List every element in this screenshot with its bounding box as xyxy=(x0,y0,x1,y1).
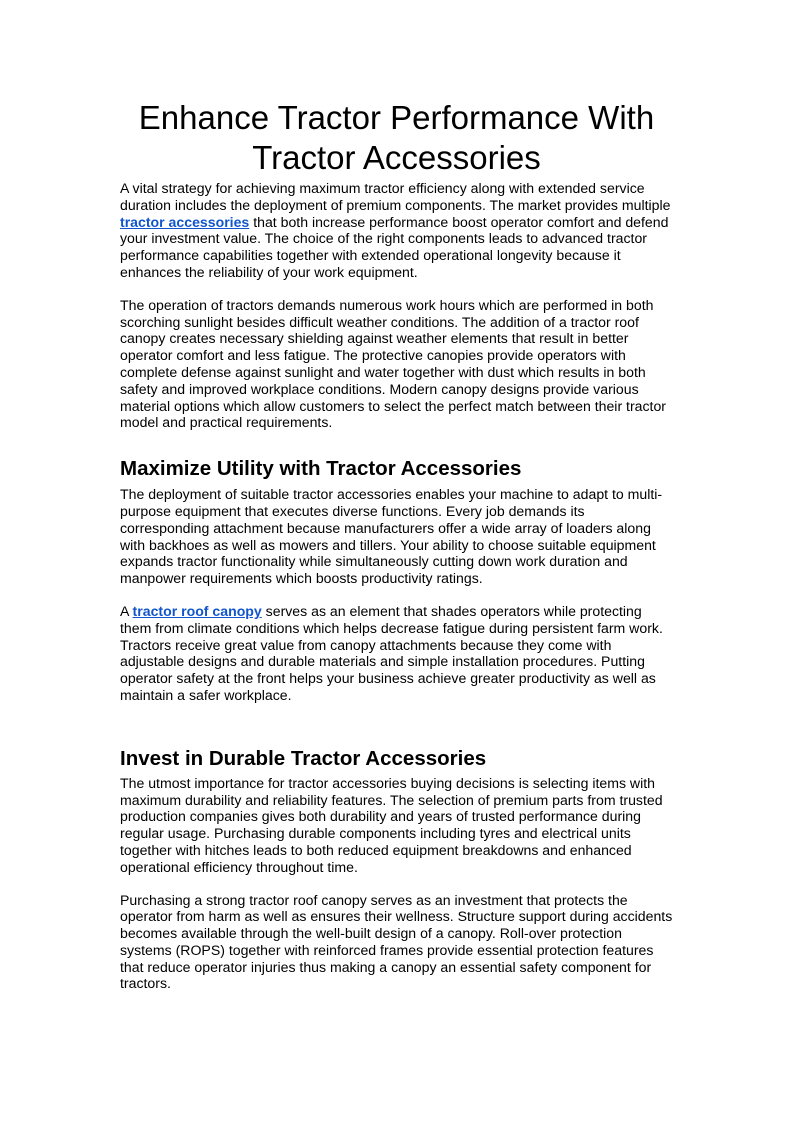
utility-p2-text-after-link: serves as an element that shades operators while protecting them from climate conditions which helps decrease fatigue during persistent farm work. Tractors receive great value from canopy attachments because they come with adjustable designs and durable materials and simple installation procedures. Putting operator safety at the front helps your business achieve greater productivity as well as maintain a safer workplace. xyxy=(120,602,663,703)
tractor-accessories-link[interactable]: tractor accessories xyxy=(120,213,250,230)
invest-section-heading: Invest in Durable Tractor Accessories xyxy=(120,746,487,770)
utility-paragraph-2 xyxy=(120,603,673,704)
intro-text-before-link: A vital strategy for achieving maximum tractor efficiency along with extended service duration includes the deployment of premium components. The market provides multiple xyxy=(120,180,671,213)
invest-paragraph-1: The utmost importance for tractor accessories buying decisions is selecting items with maximum durability and reliability features. The selection of premium parts from trusted production companies gives both durability and years of trusted performance during regular usage. Purchasing durable components including tyres and electrical units together with hitches leads to both reduced equipment breakdowns and enhanced operational efficiency throughout time. xyxy=(120,774,663,875)
canopy-paragraph: The operation of tractors demands numerous work hours which are performed in both scorching sunlight besides difficult weather conditions. The addition of a tractor roof canopy creates necessary shielding against weather elements that result in better operator comfort and less fatigue. The protective canopies provide operators with complete defense against sunlight and water together with dust which results in both safety and improved workplace conditions. Modern canopy designs provide various material options which allow customers to select the perfect match between their tractor model and practical requirements. xyxy=(120,296,666,431)
tractor-roof-canopy-link[interactable]: tractor roof canopy xyxy=(132,602,262,619)
intro-text-after-link: that both increase performance boost operator comfort and defend your investment value. The choice of the right components leads to advanced tractor performance capabilities together with extended operational longevity because it enhances the reliability of your work equipment. xyxy=(120,213,669,280)
document-title: Enhance Tractor Performance With Tractor Accessories xyxy=(138,99,655,176)
intro-paragraph xyxy=(120,180,673,281)
utility-paragraph-1: The deployment of suitable tractor accessories enables your machine to adapt to multi-purpose equipment that executes diverse functions. Every job demands its corresponding attachment because manufacturers offer a wide array of loaders along with backhoes as well as mowers and tillers. Your ability to choose suitable equipment expands tractor functionality while simultaneously cutting down work duration and manpower requirements which boosts productivity ratings. xyxy=(120,486,663,587)
utility-p2-text-before-link: A xyxy=(120,602,133,619)
utility-section-heading: Maximize Utility with Tractor Accessories xyxy=(120,457,522,481)
invest-paragraph-2: Purchasing a strong tractor roof canopy serves as an investment that protects the operator from harm as well as ensures their wellness. Structure support during accidents becomes available through the well-built design of a canopy. Roll-over protection systems (ROPS) together with reinforced frames provide essential protection features that reduce operator injuries thus making a canopy an essential safety component for tractors. xyxy=(120,891,673,992)
